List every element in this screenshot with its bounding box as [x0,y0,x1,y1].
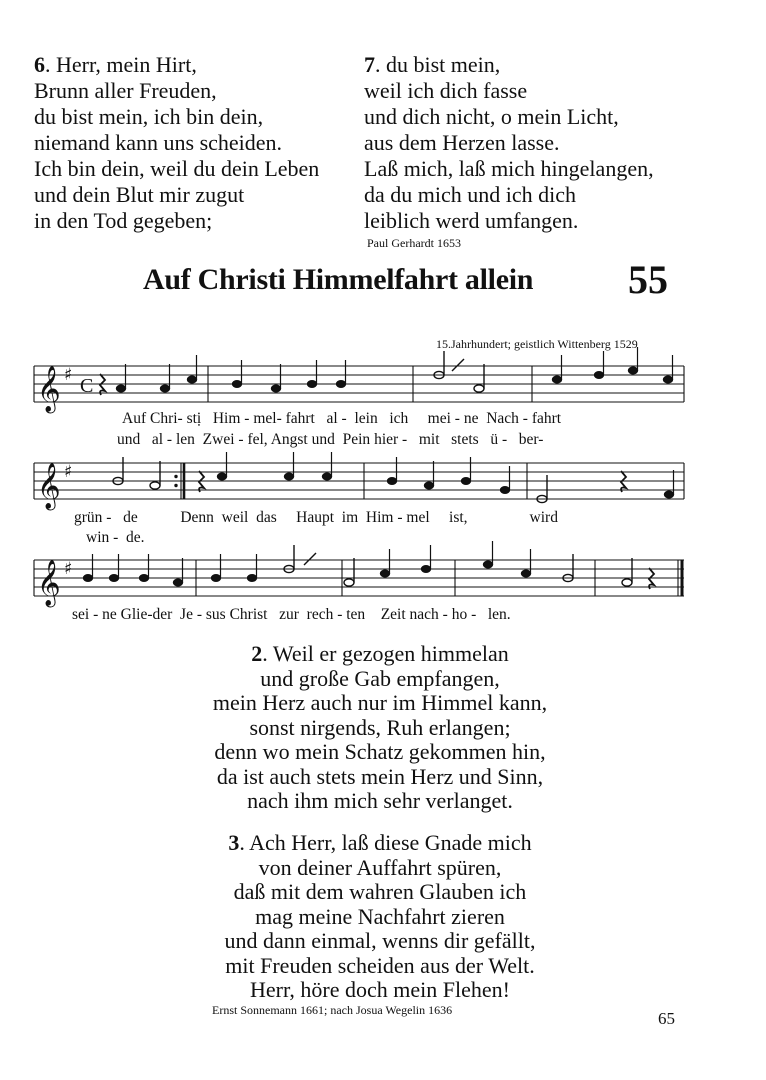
sharp-icon: ♯ [64,462,73,482]
treble-clef-icon: 𝄞 [37,560,61,606]
treble-clef-icon: 𝄞 [37,463,61,509]
stanza-line: 3. Ach Herr, laß diese Gnade mich [228,830,532,855]
stanza-line: mit Freuden scheiden aus der Welt. [225,952,535,978]
stanza-line: da ist auch stets mein Herz und Sinn, [216,763,544,789]
stanza-line: mag meine Nachfahrt zieren [255,903,505,929]
verse-number: 7 [364,52,375,77]
hymn-title: Auf Christi Himmelfahrt allein [143,263,534,296]
stanza-2 [100,642,660,814]
lyric-line: und al - len Zwei - fel, Angst und Pein hier - mit stets ü - ber- [117,431,544,448]
verse-line: niemand kann uns scheiden. [34,130,283,155]
text-credit: Ernst Sonnemann 1661; nach Josua Wegelin 1636 [212,1003,453,1017]
lyric-line: win - de. [86,529,145,546]
verse-line: 7. du bist mein, [364,52,501,77]
music-staff-1 [34,358,684,418]
treble-clef-icon: 𝄞 [37,366,61,412]
verse-author: Paul Gerhardt 1653 [367,236,461,250]
lyric-line: grün - de Denn weil das Haupt im Him - mel ist, wird [74,509,558,526]
verse-line: Brunn aller Freuden, [34,78,217,103]
verse-line: da du mich und ich dich [364,182,577,207]
stanza-line: von deiner Auffahrt spüren, [258,854,502,880]
sharp-icon: ♯ [64,559,73,579]
melody-credit: 15.Jahrhundert; geistlich Wittenberg 1529 [436,337,638,351]
stanza-line: und große Gab empfangen, [260,665,500,691]
stanza-line: 2. Weil er gezogen himmelan [251,641,509,666]
stanza-number: 3 [228,830,240,855]
hymn-number: 55 [628,257,668,302]
verse-line: leiblich werd umfangen. [364,208,579,233]
verse-line: in den Tod gegeben; [34,208,213,233]
music-staff-2 [34,455,684,515]
stanza-line: Herr, höre doch mein Flehen! [250,977,510,1002]
verse-line: und dich nicht, o mein Licht, [364,104,619,129]
stanza-number: 2 [251,641,263,666]
stanza-line: denn wo mein Schatz gekommen hin, [214,739,546,764]
page-number: 65 [658,1009,675,1028]
verse-line: aus dem Herzen lasse. [364,130,560,155]
verse-6 [34,52,319,234]
music-staff-3 [34,552,684,612]
stanza-line: nach ihm mich sehr verlanget. [247,788,513,813]
lyric-line: Auf Chri- stị Him - mel- fahrt al - lein ich mei - ne Nach - fahrt [122,410,562,427]
verse-number: 6 [34,52,45,77]
lyric-line: sei - ne Glie-der Je - sus Christ zur rech - ten Zeit nach - ho - len. [72,606,511,623]
verse-line: Ich bin dein, weil du dein Leben [34,156,320,181]
stanza-line: sonst nirgends, Ruh erlangen; [249,714,511,740]
stanza-line: daß mit dem wahren Glauben ich [233,879,527,904]
stanza-3 [100,831,660,1003]
verse-line: 6. Herr, mein Hirt, [34,52,197,77]
verse-line: und dein Blut mir zugut [34,182,245,207]
stanza-line: mein Herz auch nur im Himmel kann, [212,690,548,715]
verse-line: du bist mein, ich bin dein, [34,104,264,129]
verse-line: weil ich dich fasse [364,78,528,103]
sharp-icon: ♯ [64,365,73,385]
stanza-line: und dann einmal, wenns dir gefällt, [224,928,536,953]
time-signature: C [80,375,94,397]
verse-7 [364,52,654,234]
verse-line: Laß mich, laß mich hingelangen, [364,156,654,181]
